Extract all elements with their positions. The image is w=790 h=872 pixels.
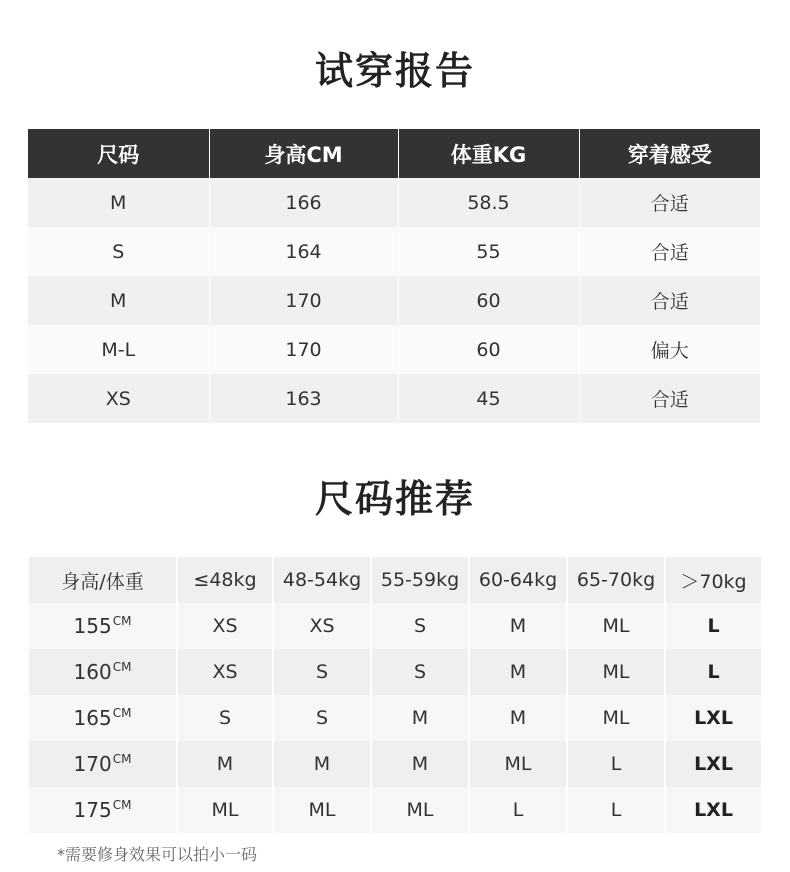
cell-size: S <box>28 227 209 276</box>
cell-size: XS <box>28 374 209 423</box>
cell-size: LXL <box>665 695 761 741</box>
cell-feeling: 合适 <box>579 374 760 423</box>
cell-weight: 45 <box>398 374 579 423</box>
cell-height <box>29 649 177 695</box>
cell-size: S <box>371 603 469 649</box>
cell-size: M-L <box>28 325 209 374</box>
cell-height: 170 <box>209 325 398 374</box>
cell-size: LXL <box>665 741 761 787</box>
rec-header-row <box>29 557 761 603</box>
table-row <box>29 649 761 695</box>
cell-size: M <box>469 603 567 649</box>
header-feeling: 穿着感受 <box>579 129 760 178</box>
table-row <box>29 741 761 787</box>
height-value: 155 <box>73 614 112 638</box>
height-value: 170 <box>73 752 112 776</box>
table-row <box>28 276 760 325</box>
cell-size: XS <box>177 649 273 695</box>
height-unit: CM <box>112 614 132 628</box>
table-row <box>28 374 760 423</box>
header-weight-range: 60-64kg <box>469 557 567 603</box>
height-unit: CM <box>112 706 132 720</box>
cell-weight: 60 <box>398 325 579 374</box>
cell-size: ML <box>371 787 469 833</box>
cell-size: XS <box>273 603 371 649</box>
cell-height: 170 <box>209 276 398 325</box>
cell-size: M <box>28 178 209 227</box>
cell-size: M <box>273 741 371 787</box>
cell-size: M <box>469 649 567 695</box>
cell-weight: 60 <box>398 276 579 325</box>
height-value: 175 <box>73 798 112 822</box>
cell-size: S <box>177 695 273 741</box>
cell-height <box>29 741 177 787</box>
cell-weight: 58.5 <box>398 178 579 227</box>
cell-size: ML <box>567 649 665 695</box>
cell-size: ML <box>273 787 371 833</box>
table-row <box>28 178 760 227</box>
cell-size: XS <box>177 603 273 649</box>
trial-header-row <box>28 129 760 178</box>
height-value: 165 <box>73 706 112 730</box>
cell-feeling: 合适 <box>579 227 760 276</box>
header-height: 身高CM <box>209 129 398 178</box>
cell-size: LXL <box>665 787 761 833</box>
cell-size: L <box>665 603 761 649</box>
trial-report-title: 试穿报告 <box>314 49 475 93</box>
cell-size: L <box>469 787 567 833</box>
footnote: *需要修身效果可以拍小一码 <box>57 845 258 864</box>
height-unit: CM <box>112 798 132 812</box>
cell-height <box>29 787 177 833</box>
cell-height <box>29 695 177 741</box>
trial-report-table <box>28 129 760 423</box>
size-recommendation-title: 尺码推荐 <box>314 477 475 521</box>
header-size: 尺码 <box>28 129 209 178</box>
header-weight-range: 65-70kg <box>567 557 665 603</box>
cell-size: M <box>177 741 273 787</box>
size-recommendation-table <box>29 557 761 833</box>
cell-size: S <box>371 649 469 695</box>
cell-weight: 55 <box>398 227 579 276</box>
header-weight-range: 55-59kg <box>371 557 469 603</box>
cell-size: M <box>469 695 567 741</box>
cell-height: 164 <box>209 227 398 276</box>
cell-height <box>29 603 177 649</box>
cell-feeling: 合适 <box>579 276 760 325</box>
cell-size: L <box>665 649 761 695</box>
table-row <box>28 325 760 374</box>
header-weight-range: 48-54kg <box>273 557 371 603</box>
cell-size: M <box>28 276 209 325</box>
header-weight-range: ≤48kg <box>177 557 273 603</box>
cell-size: S <box>273 695 371 741</box>
header-height-weight: 身高/体重 <box>29 557 177 603</box>
height-unit: CM <box>112 660 132 674</box>
cell-size: L <box>567 787 665 833</box>
cell-size: ML <box>469 741 567 787</box>
cell-height: 163 <box>209 374 398 423</box>
cell-size: S <box>273 649 371 695</box>
header-weight-range: ＞70kg <box>665 557 761 603</box>
cell-size: M <box>371 741 469 787</box>
cell-size: ML <box>177 787 273 833</box>
table-row <box>29 787 761 833</box>
height-unit: CM <box>112 752 132 766</box>
table-row <box>29 603 761 649</box>
cell-height: 166 <box>209 178 398 227</box>
cell-size: ML <box>567 695 665 741</box>
table-row <box>29 695 761 741</box>
cell-size: L <box>567 741 665 787</box>
height-value: 160 <box>73 660 112 684</box>
cell-size: M <box>371 695 469 741</box>
cell-feeling: 合适 <box>579 178 760 227</box>
cell-feeling: 偏大 <box>579 325 760 374</box>
cell-size: ML <box>567 603 665 649</box>
header-weight: 体重KG <box>398 129 579 178</box>
table-row <box>28 227 760 276</box>
